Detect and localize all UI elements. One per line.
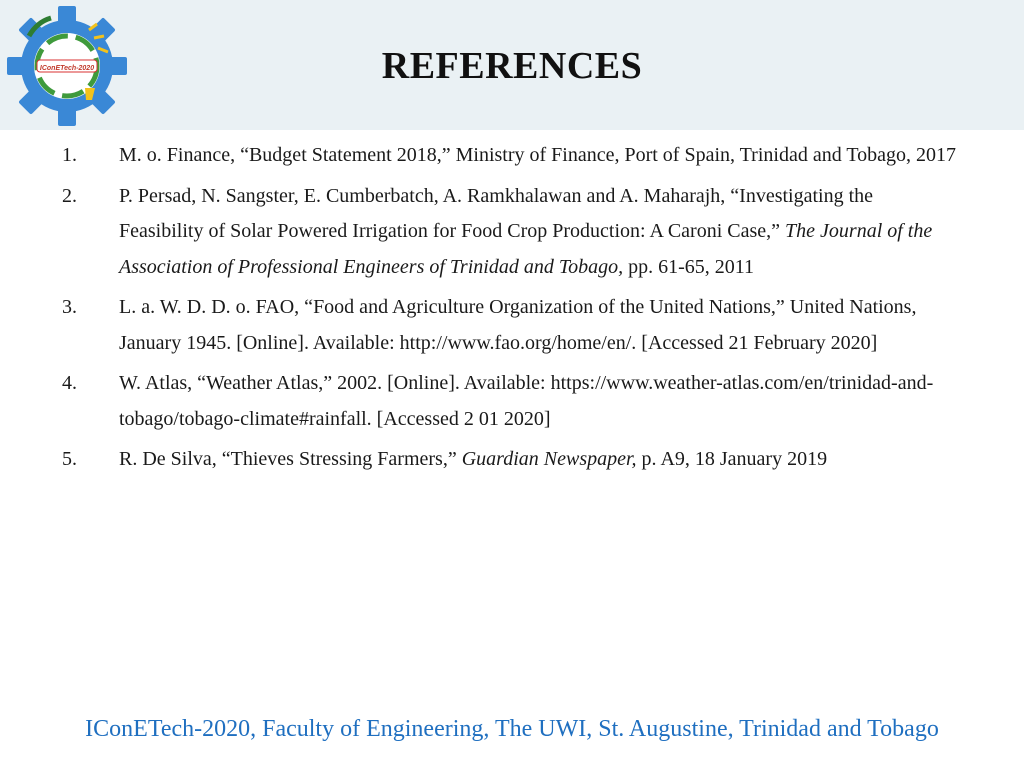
reference-text-main: R. De Silva, “Thieves Stressing Farmers,”: [119, 448, 462, 470]
reference-number: 2.: [62, 184, 77, 207]
reference-number: 1.: [62, 144, 77, 166]
references-list: [62, 138, 962, 483]
reference-item: [62, 366, 962, 437]
reference-text-main: L. a. W. D. D. o. FAO, “Food and Agriculture Organization of the United Nations,” United Nations, January 1945. [Online]. Available: http://www.fao.org/home/en/. [Accessed 21 February 2020]: [119, 296, 917, 354]
reference-text-main: P. Persad, N. Sangster, E. Cumberbatch, A. Ramkhalawan and A. Maharajh, “Investigating the Feasibility of Solar Powered Irrigation for Food Crop Production: A Caroni Case,”: [119, 184, 874, 242]
reference-item: [62, 138, 962, 174]
footer-text: IConETech-2020, Faculty of Engineering, The UWI, St. Augustine, Trinidad and Tobago: [85, 716, 939, 742]
reference-text-tail: p. A9, 18 January 2019: [636, 448, 828, 470]
reference-number: 5.: [62, 448, 77, 470]
reference-text: [119, 179, 962, 286]
reference-text: [119, 290, 962, 361]
reference-text: [119, 138, 962, 174]
reference-item: [62, 442, 962, 478]
reference-item: [62, 290, 962, 361]
slide-title: REFERENCES: [381, 45, 643, 87]
reference-newspaper: Guardian Newspaper,: [461, 448, 637, 470]
logo-text: IConETech-2020: [39, 65, 95, 72]
reference-item: [62, 179, 962, 286]
reference-text-main: M. o. Finance, “Budget Statement 2018,” Ministry of Finance, Port of Spain, Trinidad and Tobago, 2017: [119, 144, 957, 166]
reference-text: [119, 442, 962, 478]
reference-text: [119, 366, 962, 437]
reference-number: 4.: [62, 372, 77, 394]
reference-text-tail: pp. 61-65, 2011: [623, 255, 755, 278]
reference-number: 3.: [62, 296, 77, 318]
reference-journal: The Journal of the Association of Professional Engineers of Trinidad and Tobago,: [119, 220, 933, 278]
reference-text-main: W. Atlas, “Weather Atlas,” 2002. [Online]. Available: https://www.weather-atlas.com/en/trinidad-and-tobago/tobago-climate#rainfall. [Accessed 2 01 2020]: [119, 372, 934, 430]
